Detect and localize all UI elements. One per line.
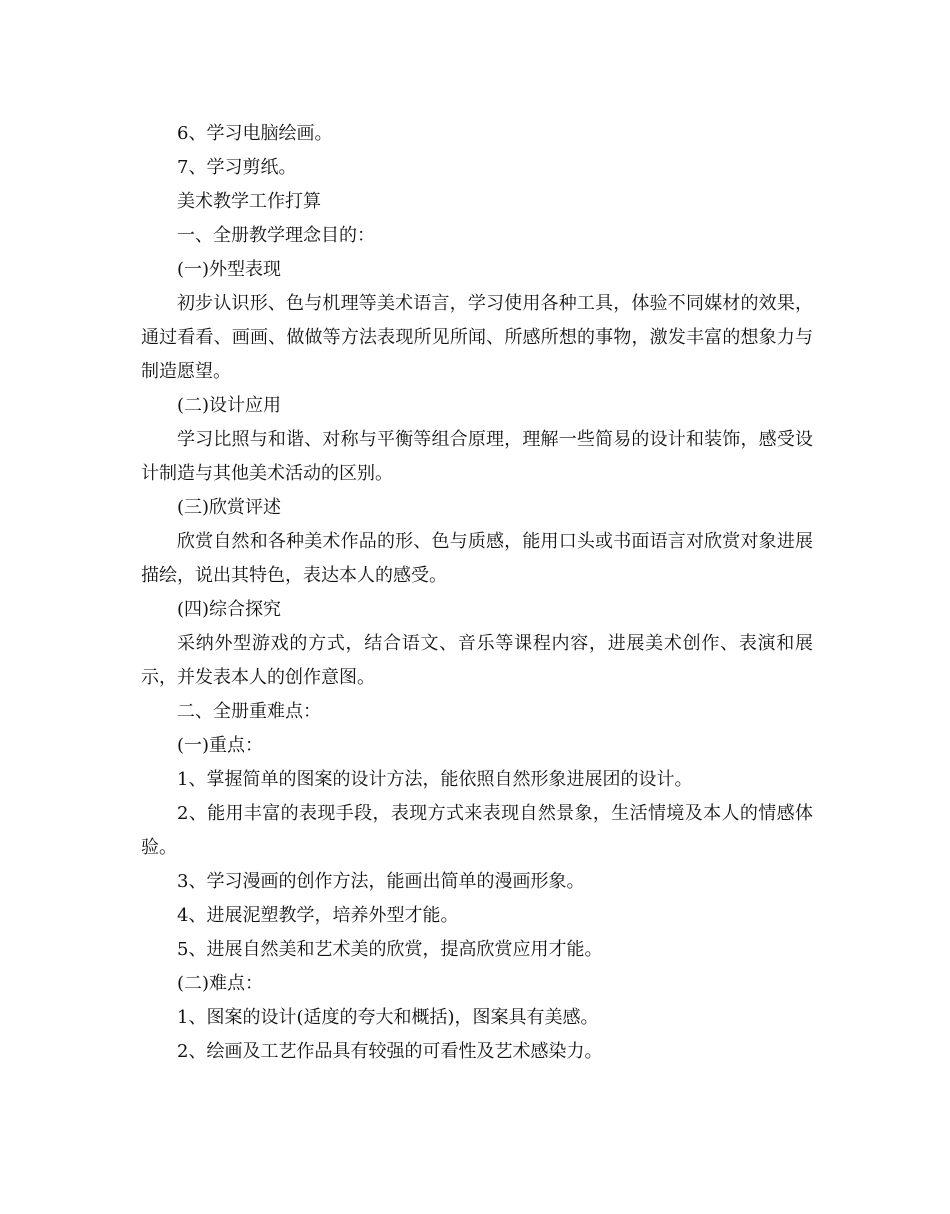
section-title: 美术教学工作打算 [177,191,321,212]
key-point-5: 5、进展自然美和艺术美的欣赏，提高欣赏应用才能。 [177,939,603,960]
subheading-modeling: (一)外型表现 [177,259,282,280]
difficulty-1: 1、图案的设计(适度的夸大和概括)，图案具有美感。 [177,1007,599,1028]
document-body [141,117,813,1069]
list-item-6: 6、学习电脑绘画。 [177,123,333,144]
paragraph-exploration: 采纳外型游戏的方式，结合语文、音乐等课程内容，进展美术创作、表演和展示，并发表本人的创作意图。 [141,633,813,688]
paragraph-modeling: 初步认识形、色与机理等美术语言，学习使用各种工具，体验不同媒材的效果，通过看看、画画、做做等方法表现所见所闻、所感所想的事物，激发丰富的想象力与制造愿望。 [141,293,813,382]
paragraph-design: 学习比照与和谐、对称与平衡等组合原理，理解一些简易的设计和装饰，感受设计制造与其他美术活动的区别。 [141,429,813,484]
subheading-appreciation: (三)欣赏评述 [177,497,282,518]
subheading-design: (二)设计应用 [177,395,282,416]
paragraph-appreciation: 欣赏自然和各种美术作品的形、色与质感，能用口头或书面语言对欣赏对象进展描绘，说出其特色，表达本人的感受。 [141,531,813,586]
list-item-7: 7、学习剪纸。 [177,157,297,178]
heading-teaching-goals: 一、全册教学理念目的： [177,225,375,246]
subheading-exploration: (四)综合探究 [177,599,282,620]
difficulty-2: 2、绘画及工艺作品具有较强的可看性及艺术感染力。 [177,1041,603,1062]
key-point-1: 1、掌握简单的图案的设计方法，能依照自然形象进展团的设计。 [177,769,693,790]
key-point-2: 2、能用丰富的表现手段，表现方式来表现自然景象，生活情境及本人的情感体验。 [141,803,813,858]
key-point-3: 3、学习漫画的创作方法，能画出简单的漫画形象。 [177,871,585,892]
subheading-key-points: (一)重点： [177,735,264,756]
key-point-4: 4、进展泥塑教学，培养外型才能。 [177,905,459,926]
subheading-difficulties: (二)难点： [177,973,264,994]
heading-key-points: 二、全册重难点： [177,701,321,722]
